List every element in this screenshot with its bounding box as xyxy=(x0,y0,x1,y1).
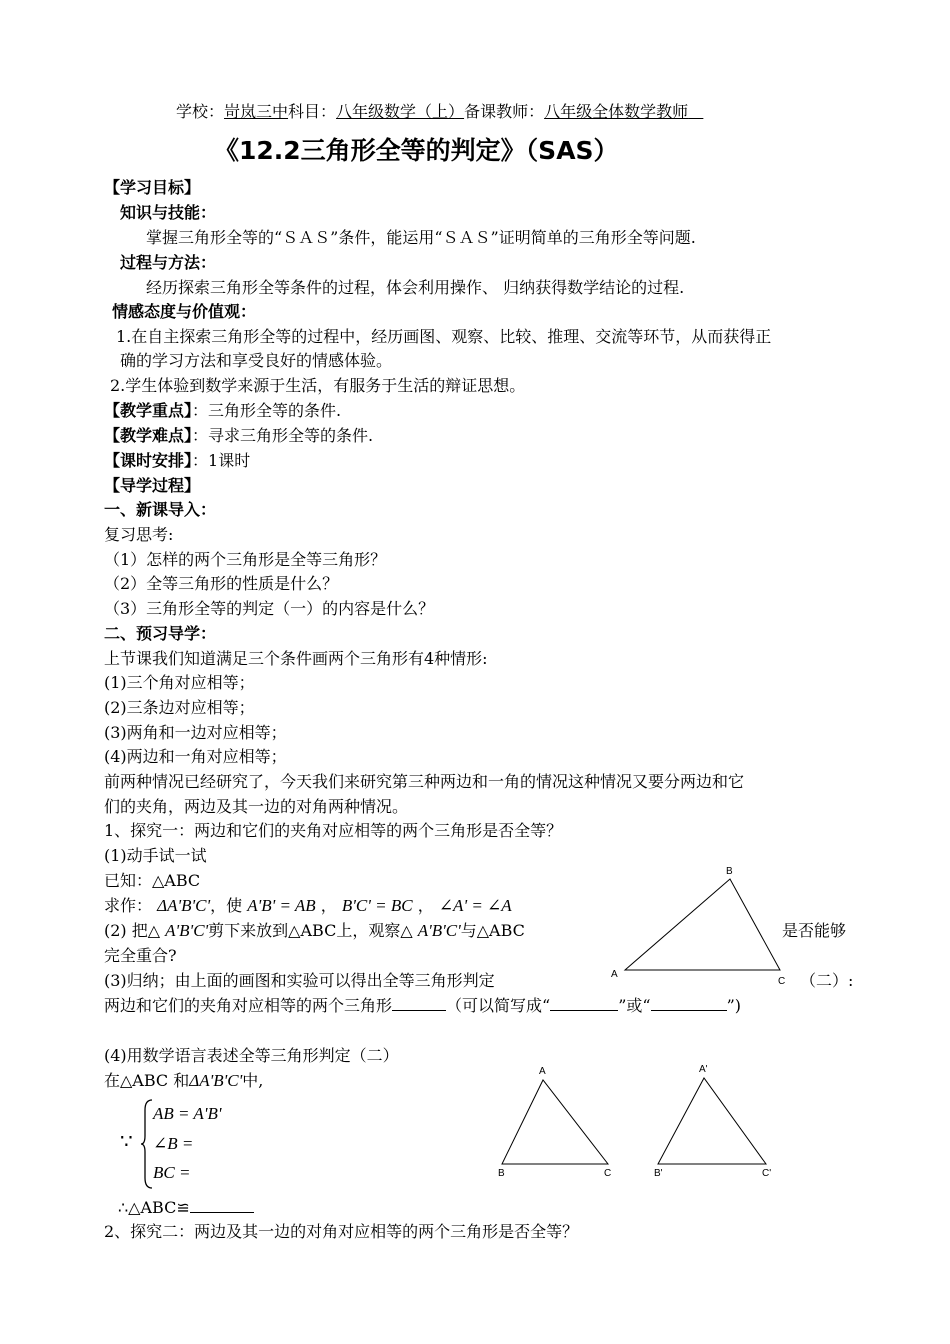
emotion-item-1b: 确的学习方法和享受良好的情感体验。 xyxy=(120,351,393,370)
answer-blank[interactable] xyxy=(190,1196,254,1213)
explore-2-heading: 2、探究二：两边及其一边的对角对应相等的两个三角形是否全等？ xyxy=(104,1222,579,1241)
case-2: (2)三条边对应相等； xyxy=(104,698,255,717)
vertex-label-b-prime: B' xyxy=(654,1168,663,1179)
because-symbol: ∵ xyxy=(120,1129,133,1153)
vertex-label-a-prime: A' xyxy=(699,1064,708,1075)
in-triangles-line: 在△ABC 和ΔA'B'C'中, xyxy=(104,1071,264,1090)
figure-triangle-abc-prime xyxy=(648,1056,783,1180)
page-title: 《12.2三角形全等的判定》（SAS） xyxy=(214,136,619,165)
therefore-line: ∴△ABC≌ xyxy=(118,1196,254,1219)
question-2: （2）全等三角形的性质是什么？ xyxy=(104,574,339,593)
process-text: 经历探索三角形全等条件的过程，体会利用操作、 归纳获得数学结论的过程. xyxy=(146,278,685,297)
teacher-label: 备课教师： xyxy=(464,102,545,121)
vertex-label-a: A xyxy=(611,969,618,980)
vertex-label-c: C xyxy=(604,1168,612,1179)
emotion-item-2: 2.学生体验到数学来源于生活，有服务于生活的辩证思想。 xyxy=(110,376,526,395)
triangle-shape xyxy=(502,1080,608,1164)
step-2-tail: 是否能够 xyxy=(782,921,847,940)
paragraph-1b: 们的夹角，两边及其一边的对角两种情况。 xyxy=(104,797,409,816)
vertex-label-c-prime: C' xyxy=(762,1168,772,1179)
question-3: （3）三角形全等的判定（一）的内容是什么？ xyxy=(104,599,435,618)
knowledge-text: 掌握三角形全等的“ＳＡＳ”条件，能运用“ＳＡＳ”证明简单的三角形全等问题. xyxy=(146,228,696,247)
figure-triangle-abc xyxy=(605,862,805,992)
triangle-shape xyxy=(625,879,780,970)
case-4: (4)两边和一角对应相等； xyxy=(104,747,287,766)
proof-eq-3: BC = xyxy=(153,1163,191,1182)
subject-label: 科目： xyxy=(288,102,337,121)
step-3-tail: （二）: xyxy=(800,971,854,990)
teacher-name: 八年级全体数学教师 xyxy=(544,102,689,121)
vertex-label-a: A xyxy=(539,1066,546,1077)
given: 已知：△ABC xyxy=(104,871,201,890)
question-1: （1）怎样的两个三角形是全等三角形？ xyxy=(104,550,387,569)
step-4-line: (4)用数学语言表述全等三角形判定（二） xyxy=(104,1046,399,1065)
vertex-label-c: C xyxy=(778,976,786,987)
vertex-label-b: B xyxy=(726,866,733,877)
case-3: (3)两角和一边对应相等； xyxy=(104,723,287,742)
math-triangle-prime: ΔA'B'C' xyxy=(157,896,211,915)
process-label: 过程与方法： xyxy=(120,253,217,272)
school-name: 岢岚三中 xyxy=(224,102,289,121)
system-brace xyxy=(140,1098,154,1190)
section2-intro: 上节课我们知道满足三个条件画两个三角形有4种情形: xyxy=(104,649,488,668)
section1-heading: 一、新课导入： xyxy=(104,500,217,519)
emotion-label: 情感态度与价值观： xyxy=(112,302,257,321)
section2-heading: 二、预习导学： xyxy=(104,624,217,643)
school-label: 学校： xyxy=(176,102,225,121)
header-line xyxy=(176,101,703,123)
step-2-end: 完全重合? xyxy=(104,946,177,965)
step-3-conclusion: 两边和它们的夹角对应相等的两个三角形 （可以简写成“ ”或“ ”) xyxy=(104,996,741,1015)
answer-blank[interactable] xyxy=(392,994,446,1011)
proof-eq-2: ∠B = xyxy=(153,1134,194,1153)
figure-triangle-abc-proof xyxy=(490,1060,620,1180)
proof-eq-1: AB = A'B' xyxy=(153,1104,222,1123)
answer-blank[interactable] xyxy=(550,994,618,1011)
vertex-label-b: B xyxy=(498,1168,505,1179)
triangle-shape xyxy=(658,1078,766,1164)
key-point: 【教学重点】：三角形全等的条件. xyxy=(104,401,342,420)
paragraph-1a: 前两种情况已经研究了，今天我们来研究第三种两边和一角的情况这种情况又要分两边和它 xyxy=(104,772,745,791)
step-3-line: (3)归纳；由上面的画图和实验可以得出全等三角形判定 xyxy=(104,971,495,990)
process-heading: 【导学过程】 xyxy=(104,476,201,495)
schedule: 【课时安排】：1课时 xyxy=(104,451,251,470)
construct-line: 求作： ΔA'B'C'，使 A'B' = AB ， B'C' = BC ， ∠A' = ∠A xyxy=(104,896,512,915)
answer-blank[interactable] xyxy=(651,994,727,1011)
difficulty: 【教学难点】：寻求三角形全等的条件. xyxy=(104,426,374,445)
emotion-item-1a: 1.在自主探索三角形全等的过程中，经历画图、观察、比较、推理、交流等环节，从而获得正 xyxy=(116,327,772,346)
subject-name: 八年级数学（上） xyxy=(336,102,465,121)
step-2-line: (2) 把△ A'B'C'剪下来放到△ABC上，观察△ A'B'C'与△ABC xyxy=(104,921,525,940)
knowledge-label: 知识与技能： xyxy=(120,203,217,222)
explore-1-heading: 1、探究一：两边和它们的夹角对应相等的两个三角形是否全等？ xyxy=(104,821,563,840)
case-1: (1)三个角对应相等； xyxy=(104,673,255,692)
review-label: 复习思考: xyxy=(104,525,174,544)
try-it: (1)动手试一试 xyxy=(104,846,207,865)
goals-heading: 【学习目标】 xyxy=(104,178,201,197)
